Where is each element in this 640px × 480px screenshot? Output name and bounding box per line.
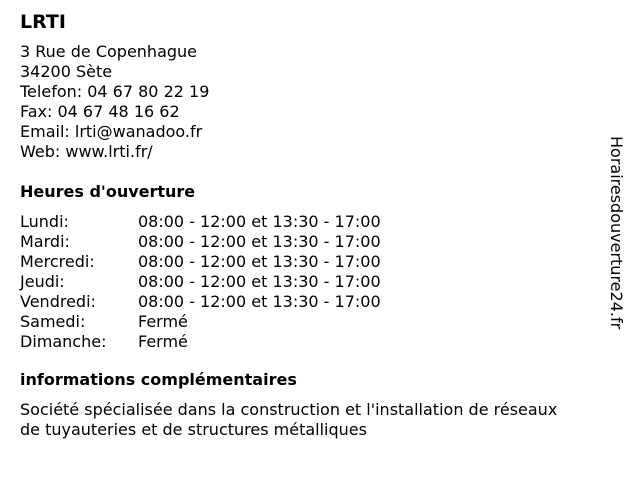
address-street: 3 Rue de Copenhague: [20, 42, 198, 61]
business-card: [20, 10, 600, 440]
phone-line: Telefon: 04 67 80 22 19: [20, 82, 210, 101]
day-label: Vendredi:: [20, 292, 96, 311]
time-value: Fermé: [138, 312, 188, 331]
time-value: 08:00 - 12:00 et 13:30 - 17:00: [138, 292, 381, 311]
brand-watermark: Horairesdouverture24.fr: [607, 136, 626, 330]
day-label: Jeudi:: [20, 272, 65, 291]
fax-line: Fax: 04 67 48 16 62: [20, 102, 180, 121]
hours-row-tuesday: [20, 232, 600, 252]
email-line: Email: lrti@wanadoo.fr: [20, 122, 203, 141]
opening-hours-heading: Heures d'ouverture: [20, 182, 196, 201]
time-value: Fermé: [138, 332, 188, 351]
hours-row-sunday: [20, 332, 600, 352]
day-label: Samedi:: [20, 312, 86, 331]
opening-hours-table: [20, 212, 600, 352]
contact-block: [20, 42, 600, 162]
hours-row-thursday: [20, 272, 600, 292]
day-label: Mardi:: [20, 232, 70, 251]
address-city: 34200 Sète: [20, 62, 113, 81]
business-name: LRTI: [20, 11, 66, 33]
hours-row-saturday: [20, 312, 600, 332]
time-value: 08:00 - 12:00 et 13:30 - 17:00: [138, 272, 381, 291]
hours-row-friday: [20, 292, 600, 312]
time-value: 08:00 - 12:00 et 13:30 - 17:00: [138, 232, 381, 251]
day-label: Lundi:: [20, 212, 69, 231]
web-line: Web: www.lrti.fr/: [20, 142, 153, 161]
hours-row-monday: [20, 212, 600, 232]
business-description: Société spécialisée dans la construction et l'installation de réseaux de tuyauteries et de structures métalliques: [20, 400, 558, 439]
time-value: 08:00 - 12:00 et 13:30 - 17:00: [138, 212, 381, 231]
time-value: 08:00 - 12:00 et 13:30 - 17:00: [138, 252, 381, 271]
day-label: Mercredi:: [20, 252, 95, 271]
hours-row-wednesday: [20, 252, 600, 272]
additional-info-heading: informations complémentaires: [20, 370, 297, 389]
day-label: Dimanche:: [20, 332, 107, 351]
